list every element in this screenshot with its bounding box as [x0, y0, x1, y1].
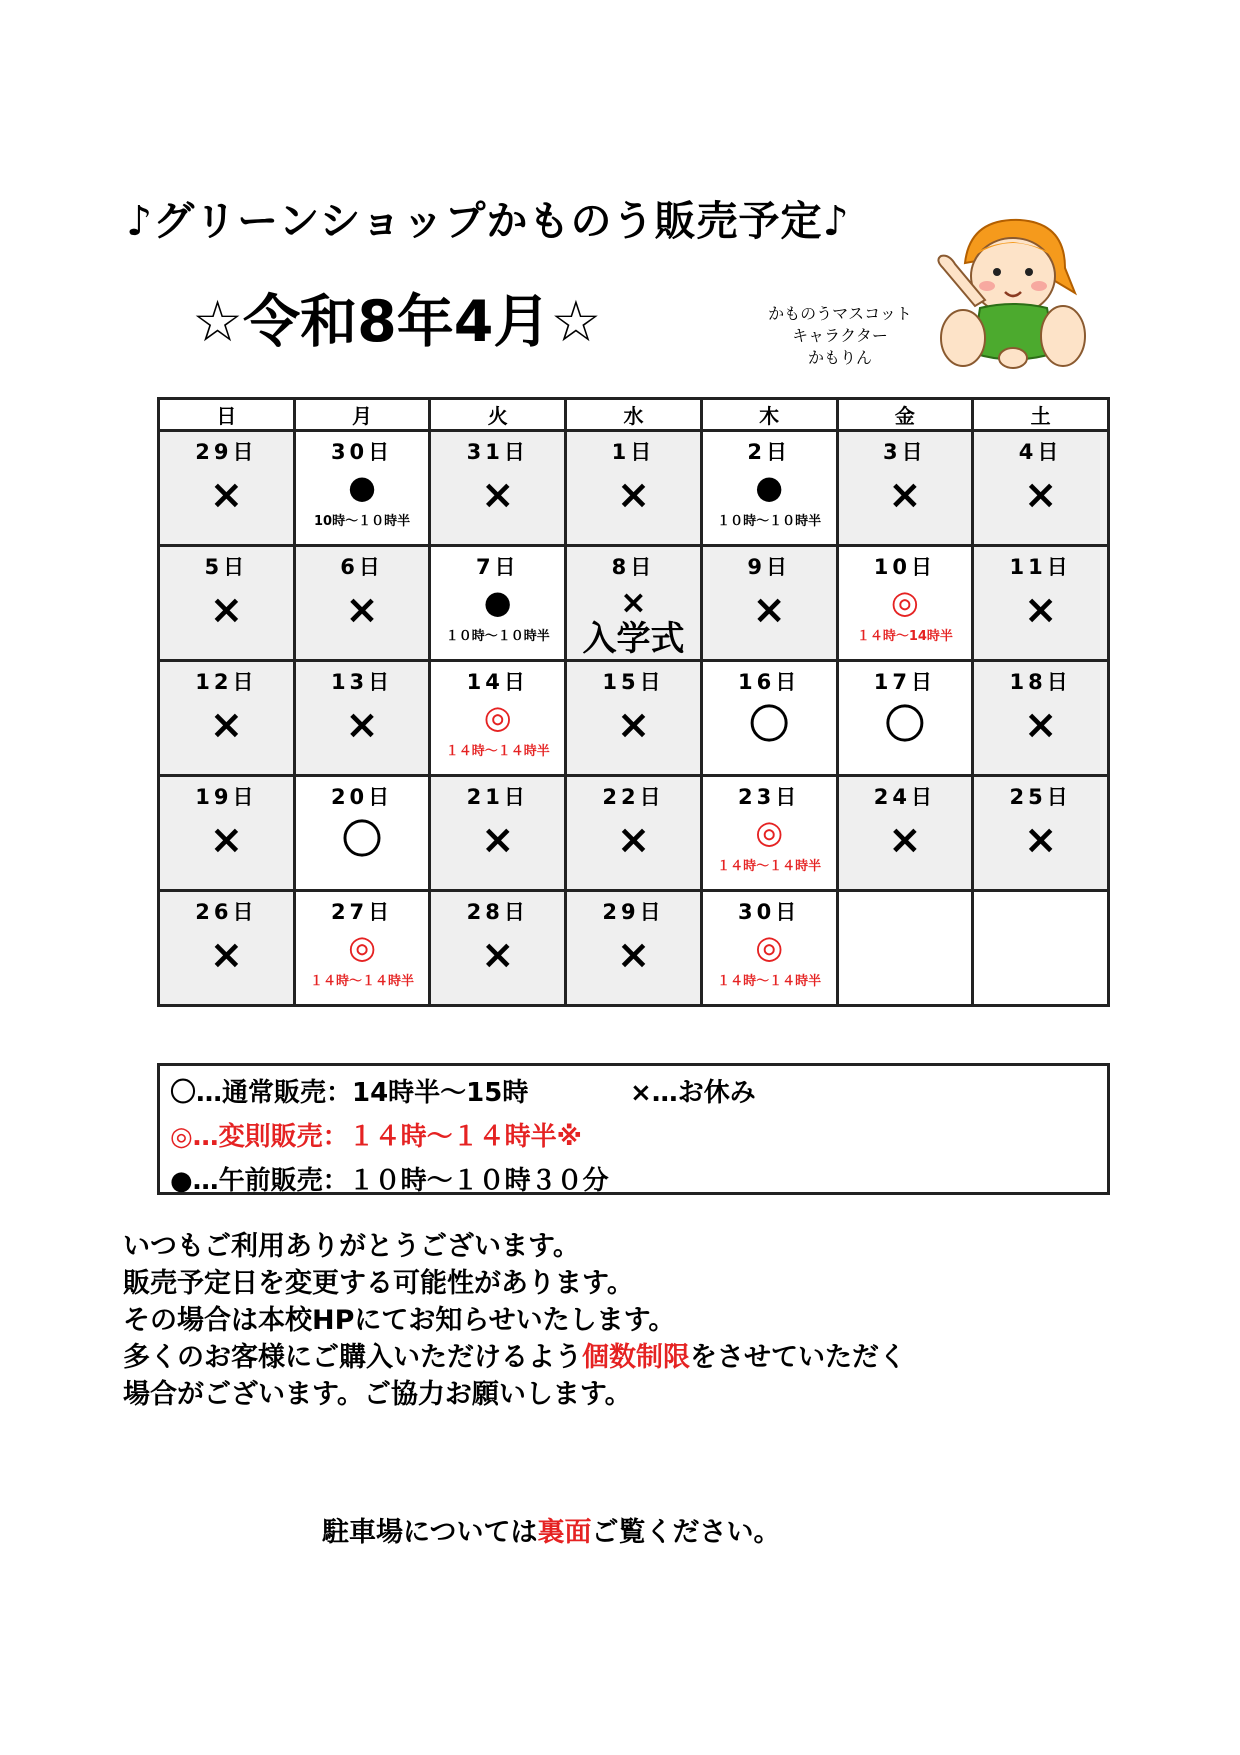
- calendar-day-cell: [294, 546, 430, 661]
- sale-status-mark: ×: [345, 702, 379, 748]
- sale-status-mark: ×: [209, 817, 244, 863]
- parking-text: ご覧ください。: [591, 1517, 781, 1548]
- event-label: 入学式: [582, 619, 685, 659]
- sale-status-mark: ●: [348, 468, 377, 506]
- sale-time-note: １４時～14時半: [856, 629, 953, 644]
- notice-message: [123, 1228, 906, 1413]
- notice-line: いつもご利用ありがとうございます。: [123, 1231, 580, 1262]
- sale-status-mark: [974, 928, 1107, 982]
- sale-status-mark: ×: [1023, 587, 1058, 633]
- calendar-day-cell: [701, 431, 837, 546]
- calendar-day-cell: [701, 891, 837, 1006]
- sale-status-mark: ×: [481, 817, 515, 863]
- sale-status-mark: ◎: [348, 928, 377, 966]
- day-number: 15日: [602, 670, 665, 694]
- notice-line: 販売予定日を変更する可能性があります。: [123, 1268, 634, 1299]
- calendar-week-row: [159, 431, 1109, 546]
- calendar-day-cell: [973, 431, 1109, 546]
- sale-time-note: 10時～１０時半: [314, 514, 411, 529]
- month-heading: ☆令和8年4月☆: [192, 289, 602, 355]
- day-number: 22日: [602, 785, 665, 809]
- day-number: 5日: [204, 555, 249, 579]
- day-number: 19日: [195, 785, 258, 809]
- calendar-day-cell: [837, 431, 973, 546]
- notice-text: をさせていただく: [690, 1342, 906, 1373]
- calendar-day-cell: [566, 776, 702, 891]
- calendar-day-cell: [701, 661, 837, 776]
- mascot-illustration: [925, 208, 1090, 378]
- sale-status-mark: ×: [616, 472, 651, 518]
- mascot-caption: [740, 303, 940, 369]
- calendar-day-cell: [701, 776, 837, 891]
- sale-status-mark: ×: [1023, 472, 1058, 518]
- calendar-day-cell: [294, 891, 430, 1006]
- sale-status-mark: ◎: [483, 698, 512, 736]
- calendar-day-cell: [159, 776, 295, 891]
- day-number: 29日: [602, 900, 665, 924]
- parking-text: 駐車場については: [322, 1517, 538, 1548]
- calendar-week-row: [159, 891, 1109, 1006]
- weekday-tue: 火: [430, 399, 566, 431]
- mascot-caption-line: かものうマスコット: [768, 304, 912, 323]
- calendar-week-row: [159, 546, 1109, 661]
- notice-line: 場合がございます。ご協力お願いします。: [123, 1379, 632, 1410]
- sale-status-mark: ×: [1023, 817, 1058, 863]
- calendar-day-cell: [701, 546, 837, 661]
- calendar-day-cell: [566, 546, 702, 661]
- day-number: 6日: [340, 555, 384, 579]
- calendar-day-cell: [159, 431, 295, 546]
- page-title: ♪グリーンショップかものう販売予定♪: [126, 197, 850, 245]
- day-number: 27日: [330, 900, 394, 924]
- sale-status-mark: [839, 928, 972, 982]
- day-number: 30日: [330, 440, 394, 464]
- sale-time-note: １４時～１４時半: [445, 744, 550, 759]
- day-number: 17日: [873, 670, 936, 694]
- sale-status-mark: ◎: [755, 813, 784, 851]
- day-number: 1日: [611, 440, 656, 464]
- sale-status-mark: ×: [620, 583, 647, 621]
- day-number: 29日: [195, 440, 258, 464]
- calendar-table: [157, 397, 1110, 1007]
- sale-status-mark: ×: [481, 472, 515, 518]
- sale-status-mark: ×: [616, 932, 651, 978]
- calendar-day-cell: [973, 776, 1109, 891]
- day-number: 23日: [738, 785, 801, 809]
- calendar-day-cell: [430, 546, 566, 661]
- notice-highlight: 個数制限: [582, 1342, 690, 1373]
- sale-time-note: １０時～１０時半: [445, 629, 550, 644]
- parking-highlight: 裏面: [537, 1517, 592, 1548]
- notice-line: [123, 1339, 906, 1376]
- sale-status-mark: ◎: [890, 583, 919, 621]
- calendar-day-cell: [566, 661, 702, 776]
- calendar-day-cell: [430, 891, 566, 1006]
- weekday-header-row: [159, 399, 1109, 431]
- sale-status-mark: ◎: [755, 928, 784, 966]
- calendar-day-cell: [159, 661, 295, 776]
- day-number: [974, 896, 1107, 922]
- calendar-day-cell: [566, 431, 702, 546]
- sale-time-note: １４時～１４時半: [310, 974, 415, 989]
- day-number: 20日: [330, 785, 394, 809]
- notice-line: その場合は本校HPにてお知らせいたします。: [123, 1305, 676, 1336]
- sale-status-mark: ×: [209, 587, 244, 633]
- day-number: 30日: [738, 900, 801, 924]
- calendar-week-row: [159, 776, 1109, 891]
- sale-time-note: １４時～１４時半: [717, 859, 822, 874]
- calendar-day-cell: [837, 546, 973, 661]
- day-number: 11日: [1009, 555, 1072, 579]
- calendar-day-cell: [973, 661, 1109, 776]
- day-number: 21日: [466, 785, 529, 809]
- calendar-day-cell: [294, 776, 430, 891]
- legend-box: [157, 1063, 1110, 1195]
- calendar-week-row: [159, 661, 1109, 776]
- sale-status-mark: ×: [616, 702, 651, 748]
- day-number: 4日: [1018, 440, 1063, 464]
- sale-time-note: １４時～１４時半: [717, 974, 822, 989]
- day-number: 25日: [1009, 785, 1072, 809]
- day-number: [839, 896, 972, 922]
- weekday-wed: 水: [566, 399, 702, 431]
- sale-status-mark: ×: [209, 702, 244, 748]
- legend-morning-text: ●…午前販売：１０時～１０時３０分: [170, 1166, 609, 1196]
- calendar-day-cell: [973, 891, 1109, 1006]
- sale-status-mark: 〇: [342, 817, 383, 863]
- sale-time-note: １０時～１０時半: [717, 514, 822, 529]
- sale-status-mark: ●: [483, 583, 512, 621]
- calendar-day-cell: [837, 661, 973, 776]
- calendar-day-cell: [159, 891, 295, 1006]
- day-number: 14日: [466, 670, 529, 694]
- weekday-fri: 金: [837, 399, 973, 431]
- calendar-day-cell: [430, 431, 566, 546]
- sale-status-mark: ×: [888, 472, 922, 518]
- sale-status-mark: 〇: [749, 702, 790, 748]
- day-number: 24日: [873, 785, 936, 809]
- sale-status-mark: ×: [209, 932, 244, 978]
- weekday-sun: 日: [159, 399, 295, 431]
- calendar-day-cell: [430, 776, 566, 891]
- legend-normal-text: 〇…通常販売：14時半～15時: [170, 1078, 529, 1108]
- sale-status-mark: ×: [481, 932, 515, 978]
- day-number: 10日: [873, 555, 936, 579]
- calendar-day-cell: [430, 661, 566, 776]
- day-number: 26日: [195, 900, 258, 924]
- calendar-day-cell: [973, 546, 1109, 661]
- legend-normal: [170, 1072, 756, 1109]
- day-number: 2日: [747, 440, 791, 464]
- sale-status-mark: ●: [755, 468, 784, 506]
- sale-status-mark: 〇: [884, 702, 925, 748]
- calendar-day-cell: [837, 776, 973, 891]
- sale-status-mark: ×: [888, 817, 922, 863]
- day-number: 16日: [738, 670, 801, 694]
- day-number: 13日: [330, 670, 394, 694]
- calendar-day-cell: [837, 891, 973, 1006]
- day-number: 3日: [883, 440, 927, 464]
- weekday-thu: 木: [701, 399, 837, 431]
- weekday-mon: 月: [294, 399, 430, 431]
- day-number: 12日: [195, 670, 258, 694]
- calendar-day-cell: [294, 431, 430, 546]
- day-number: 7日: [475, 555, 520, 579]
- day-number: 9日: [747, 555, 791, 579]
- parking-note: [322, 1510, 780, 1549]
- day-number: 8日: [611, 555, 656, 579]
- sale-status-mark: ×: [209, 472, 244, 518]
- calendar-day-cell: [159, 546, 295, 661]
- legend-irregular-text: ◎…変則販売：１４時～１４時半※: [170, 1122, 582, 1152]
- notice-text: 多くのお客様にご購入いただけるよう: [123, 1342, 582, 1373]
- sale-status-mark: ×: [1023, 702, 1058, 748]
- sale-status-mark: ×: [752, 587, 786, 633]
- legend-closed-text: ×…お休み: [630, 1078, 756, 1108]
- weekday-sat: 土: [973, 399, 1109, 431]
- mascot-caption-line: キャラクター: [792, 326, 888, 345]
- sale-status-mark: ×: [616, 817, 651, 863]
- sale-status-mark: ×: [345, 587, 379, 633]
- day-number: 18日: [1009, 670, 1072, 694]
- mascot-caption-line: かもりん: [807, 348, 872, 367]
- day-number: 28日: [466, 900, 529, 924]
- day-number: 31日: [466, 440, 529, 464]
- calendar-day-cell: [294, 661, 430, 776]
- calendar-day-cell: [566, 891, 702, 1006]
